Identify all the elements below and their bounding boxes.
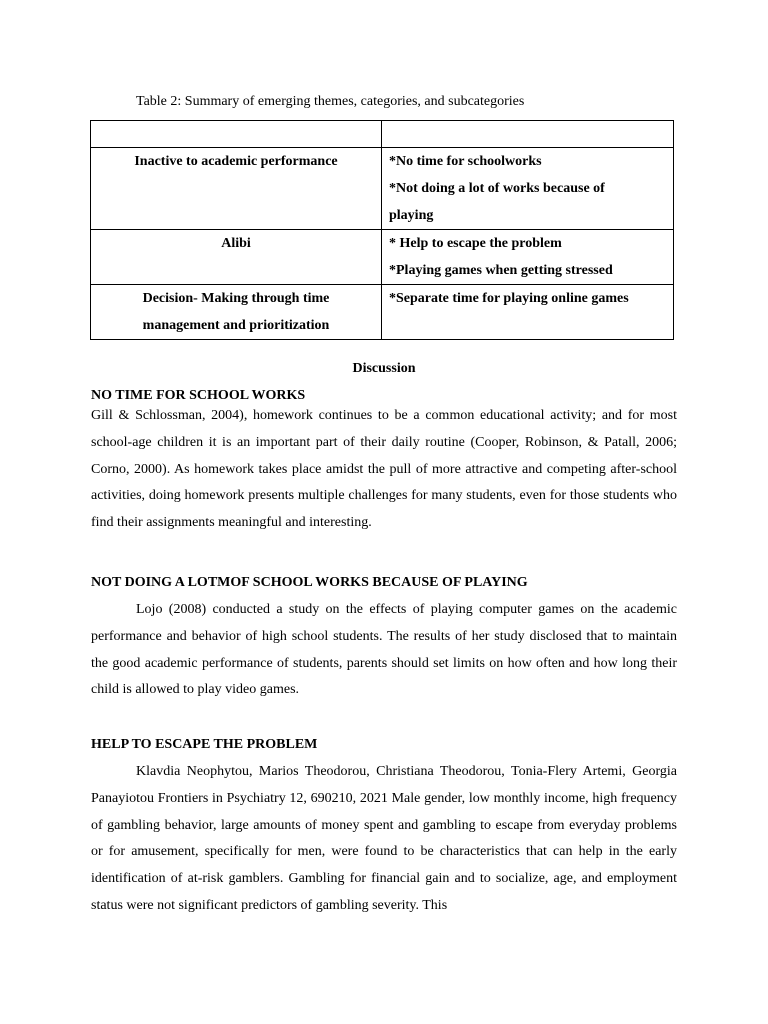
category-item: * Help to escape the problem bbox=[389, 236, 562, 251]
section-title-not-doing: NOT DOING A LOTMOF SCHOOL WORKS BECAUSE OF PLAYING bbox=[91, 575, 528, 590]
theme-cell bbox=[91, 148, 382, 230]
table-row bbox=[91, 230, 674, 285]
category-cell bbox=[382, 285, 674, 340]
section-paragraph-no-time: Gill & Schlossman, 2004), homework continues to be a common educational activity; and for most school-age children it is an important part of their daily routine (Cooper, Robinson, & Patall, 2006; Corno, 2000). As homework takes place amidst the pull of more attractive and competing after-school activities, doing homework presents multiple challenges for many students, even for those students who find their assignments meaningful and interesting. bbox=[91, 408, 677, 531]
section-title-no-time: NO TIME FOR SCHOOL WORKS bbox=[91, 388, 306, 403]
category-item: playing bbox=[389, 208, 434, 223]
theme-cell bbox=[91, 285, 382, 340]
section-paragraph-escape: Klavdia Neophytou, Marios Theodorou, Christiana Theodorou, Tonia-Flery Artemi, Georgia Panayiotou Frontiers in Psychiatry 12, 690210, 2021 Male gender, low monthly income, high frequency of gambling behavior, large amounts of money spent and gambling to escape from everyday problems or for amusement, specifically for men, were found to be characteristics that can help in the early identification of at-risk gamblers. Gambling for financial gain and to socialize, age, and employment status were not significant predictors of gambling severity. This bbox=[91, 764, 677, 913]
table-header-cell-theme bbox=[91, 121, 382, 148]
table-header-row bbox=[91, 121, 674, 148]
category-item: *No time for schoolworks bbox=[389, 154, 542, 169]
category-cell bbox=[382, 230, 674, 285]
theme-label: Decision- Making through time bbox=[142, 291, 330, 306]
category-cell bbox=[382, 148, 674, 230]
theme-label: Inactive to academic performance bbox=[134, 154, 338, 169]
section-paragraph-not-doing: Lojo (2008) conducted a study on the effects of playing computer games on the academic performance and behavior of high school students. The results of her study disclosed that to maintain the good academic performance of students, parents should set limits on how often and how long their child is allowed to play video games. bbox=[91, 602, 677, 698]
discussion-heading: Discussion bbox=[352, 361, 416, 376]
section-title-escape: HELP TO ESCAPE THE PROBLEM bbox=[91, 737, 318, 752]
category-item: *Separate time for playing online games bbox=[389, 291, 629, 306]
table-header-cell-category bbox=[382, 121, 674, 148]
table-row bbox=[91, 285, 674, 340]
table-caption: Table 2: Summary of emerging themes, categories, and subcategories bbox=[136, 94, 525, 109]
theme-label: management and prioritization bbox=[142, 318, 330, 333]
theme-cell bbox=[91, 230, 382, 285]
category-item: *Not doing a lot of works because of bbox=[389, 181, 605, 196]
table-row bbox=[91, 148, 674, 230]
themes-table bbox=[90, 120, 674, 340]
theme-label: Alibi bbox=[221, 236, 251, 251]
category-item: *Playing games when getting stressed bbox=[389, 263, 613, 278]
